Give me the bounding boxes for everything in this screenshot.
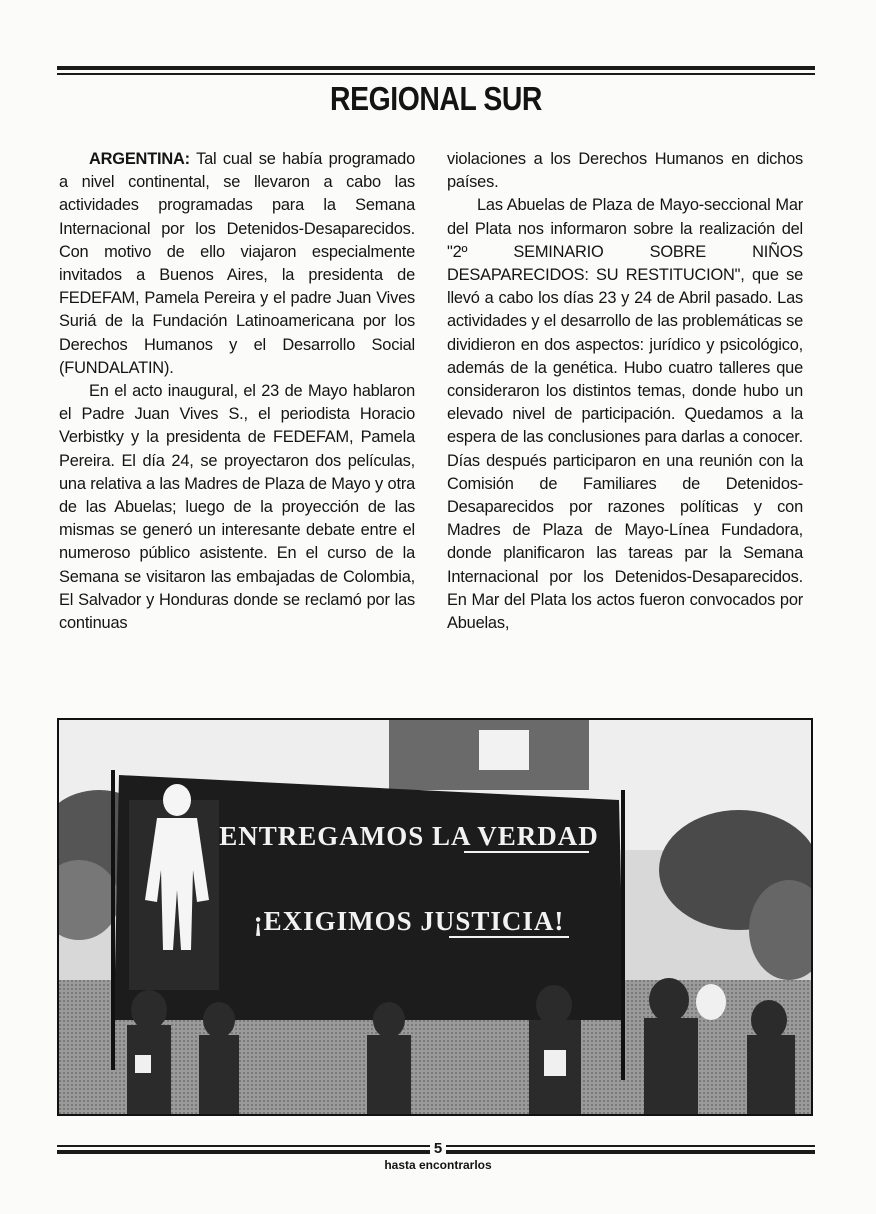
publication-name: hasta encontrarlos	[384, 1158, 492, 1172]
banner-line-1: ENTREGAMOS LA VERDAD	[219, 821, 599, 851]
top-rule-thin	[57, 73, 815, 75]
left-paragraph-2: En el acto inaugural, el 23 de Mayo hablaron el Padre Juan Vives S., el periodista Horacio Verbistky y la presidenta de FEDEFAM, Pamela Pereira. El día 24, se proyectaron dos películas, una relativa a las Madres de Plaza de Mayo y otra de las Abuelas; luego de la proyección de las mismas se generó un interesante debate entre el numeroso público asistente. En el curso de la Semana se visitaron las embajadas de Colombia, El Salvador y Honduras donde se reclamó por las continuas	[59, 382, 415, 633]
page-number-wrap	[0, 1140, 876, 1157]
banner-line-2: ¡EXIGIMOS JUSTICIA!	[253, 906, 565, 936]
section-title: REGIONAL SUR	[330, 80, 542, 117]
protest-photo	[57, 718, 813, 1116]
right-paragraph-1: violaciones a los Derechos Humanos en dichos países.	[447, 150, 803, 192]
right-column	[447, 148, 803, 635]
page-number: 5	[430, 1140, 446, 1157]
country-lead: ARGENTINA:	[89, 150, 190, 168]
left-paragraph-1	[59, 148, 415, 380]
left-paragraph-1-text: Tal cual se había programado a nivel continental, se llevaron a cabo las actividades programadas para la Semana Internacional por los Detenidos-Desaparecidos. Con motivo de ello viajaron especialmente invitados a Buenos Aires, la presidenta de FEDEFAM, Pamela Pereira y el padre Juan Vives Suriá de la Fundación Latinoamericana por los Derechos Humanos y el Desarrollo Social (FUNDALATIN).	[59, 150, 415, 377]
right-paragraph-2: Las Abuelas de Plaza de Mayo-seccional Mar del Plata nos informaron sobre la realización del "2º SEMINARIO SOBRE NIÑOS DESAPARECIDOS: SU RESTITUCION", que se llevó a cabo los días 23 y 24 de Abril pasado. Las actividades y el desarrollo de las problemáticas se dividieron en dos aspectos: jurídico y psicológico, además de la genética. Hubo cuatro talleres que consideraron los distintos temas, donde hubo un elevado nivel de participación. Quedamos a la espera de las conclusiones para darlas a conocer. Días después participaron en una reunión con la Comisión de Familiares de Detenidos-Desaparecidos por razones políticas y con Madres de Plaza de Mayo-Línea Fundadora, donde planificaron las tareas par la Semana Internacional por los Detenidos-Desaparecidos. En Mar del Plata los actos fueron convocados por Abuelas,	[447, 196, 803, 633]
protest-photo-art	[59, 720, 811, 1114]
left-column	[59, 148, 415, 635]
top-rule	[57, 66, 815, 70]
